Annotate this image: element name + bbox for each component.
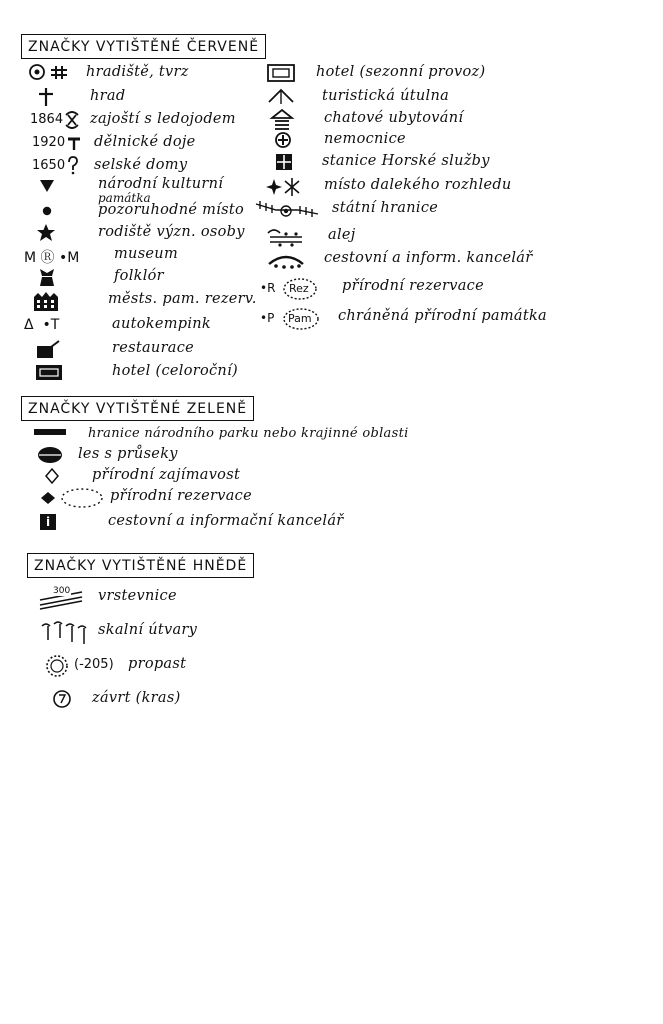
border-icon <box>254 198 320 220</box>
red-section-heading: ZNAČKY VYTIŠTĚNÉ ČERVENĚ <box>21 34 266 59</box>
legend-item <box>24 244 254 268</box>
legend-item <box>28 200 258 224</box>
legend-label: turistická útulna <box>322 88 450 104</box>
park-border-icon <box>32 424 72 446</box>
legend-item <box>266 225 526 249</box>
legend-label: chatové ubytování <box>324 110 464 126</box>
legend-label: rodiště význ. osoby <box>98 224 245 240</box>
legend-item <box>28 109 258 133</box>
shelter-icon <box>266 86 296 108</box>
cross-icon <box>36 86 56 108</box>
mountain-rescue-icon <box>274 151 294 173</box>
legend-label: místo dalekého rozhledu <box>324 177 512 193</box>
chalet-icon <box>270 108 294 130</box>
legend-label: propast <box>128 656 187 672</box>
green-reserve-icon <box>40 486 110 508</box>
legend-label: zajoští s ledojodem <box>90 111 236 127</box>
legend-label: závrt (kras) <box>92 690 181 706</box>
legend-label: folklór <box>114 268 164 284</box>
legend-item <box>24 314 254 338</box>
dot-icon <box>40 200 54 222</box>
legend-label: přírodní rezervace <box>110 488 252 504</box>
legend-item <box>260 306 570 332</box>
legend-label: selské domy <box>94 157 188 173</box>
green-section-heading: ZNAČKY VYTIŠTĚNÉ ZELENĚ <box>21 396 254 421</box>
monument-marker: •P <box>260 311 275 325</box>
legend-label: národní kulturní <box>98 176 224 192</box>
legend-label: autokempink <box>112 316 212 332</box>
depth-label: (-205) <box>74 657 114 672</box>
triangle-down-icon <box>38 176 56 198</box>
legend-label: přírodní rezervace <box>342 278 484 294</box>
question-mark-icon <box>66 155 80 177</box>
legend-item <box>266 86 526 110</box>
legend-label: stanice Horské služby <box>322 153 490 169</box>
town-reserve-icon <box>32 289 60 311</box>
hospital-icon <box>274 129 292 151</box>
legend-item <box>266 248 566 272</box>
monument-badge: Pam <box>288 312 312 325</box>
restaurant-icon <box>34 338 62 360</box>
legend-label: státní hranice <box>332 200 439 216</box>
hotel-icon <box>34 361 64 383</box>
legend-label: dělnické doje <box>94 134 196 150</box>
legend-label: hotel (sezonní provoz) <box>316 64 486 80</box>
legend-item <box>260 276 550 302</box>
legend-label: alej <box>328 227 356 243</box>
mine-icon <box>66 132 82 154</box>
legend-label: hrad <box>90 88 126 104</box>
legend-label: hotel (celoroční) <box>112 363 238 379</box>
abyss-icon <box>44 654 70 676</box>
legend-label: vrstevnice <box>98 588 177 604</box>
legend-item <box>266 151 546 175</box>
legend-item <box>28 338 258 362</box>
legend-label: cestovní a informační kancelář <box>108 513 344 529</box>
legend-label: skalní útvary <box>98 622 198 638</box>
rocks-icon <box>40 620 90 642</box>
hotel-seasonal-icon <box>266 62 296 84</box>
star-icon <box>36 222 56 244</box>
legend-item <box>28 62 258 86</box>
legend-item <box>32 511 392 535</box>
legend-label: městs. pam. rezerv. <box>108 291 257 307</box>
legend-item <box>28 176 258 205</box>
year-label: 1920 <box>32 135 66 150</box>
hillfort-icon <box>28 62 78 84</box>
legend-item <box>28 289 258 313</box>
legend-item <box>52 688 312 712</box>
cave-icon <box>64 109 80 131</box>
legend-item <box>40 620 300 644</box>
legend-item <box>28 222 258 246</box>
legend-label-line2: památka <box>98 191 151 205</box>
legend-item <box>266 62 526 86</box>
legend-label: hradiště, tvrz <box>86 64 189 80</box>
legend-item <box>44 654 304 678</box>
legend-item <box>28 132 258 156</box>
legend-label: cestovní a inform. kancelář <box>324 250 533 266</box>
travel-office-icon <box>266 248 306 270</box>
legend-label: museum <box>114 246 178 262</box>
info-icon: i <box>40 514 56 530</box>
year-label: 1650 <box>32 158 66 173</box>
legend-item <box>266 129 526 153</box>
museum-icon: M Ⓡ •M <box>24 250 80 266</box>
avenue-icon <box>266 225 306 247</box>
legend-item <box>28 361 268 385</box>
legend-item <box>266 175 546 199</box>
legend-label: les s průseky <box>78 446 178 462</box>
legend-item <box>28 86 258 110</box>
legend-label: chráněná přírodní památka <box>338 308 548 324</box>
reserve-marker: •R <box>260 281 276 295</box>
legend-item <box>32 486 332 512</box>
legend-item <box>28 266 258 290</box>
camp-icon: Δ •T <box>24 317 60 333</box>
legend-item <box>38 586 298 610</box>
legend-label: restaurace <box>112 340 195 356</box>
forest-icon <box>36 444 64 466</box>
diamond-icon <box>44 465 60 487</box>
legend-label: nemocnice <box>324 131 406 147</box>
folklore-icon <box>36 266 58 288</box>
sinkhole-icon <box>52 688 72 710</box>
legend-item <box>254 198 534 222</box>
viewpoint-icon <box>266 175 302 197</box>
brown-section-heading: ZNAČKY VYTIŠTĚNÉ HNĚDĚ <box>27 553 254 578</box>
legend-label: hranice národního parku nebo krajinné oblasti <box>88 426 409 441</box>
legend-label: pozoruhodné místo <box>98 202 245 218</box>
year-label: 1864 <box>30 112 64 127</box>
legend-label: přírodní zajímavost <box>92 467 241 483</box>
contour-value: 300 <box>53 586 71 596</box>
reserve-badge: Rez <box>289 282 309 295</box>
